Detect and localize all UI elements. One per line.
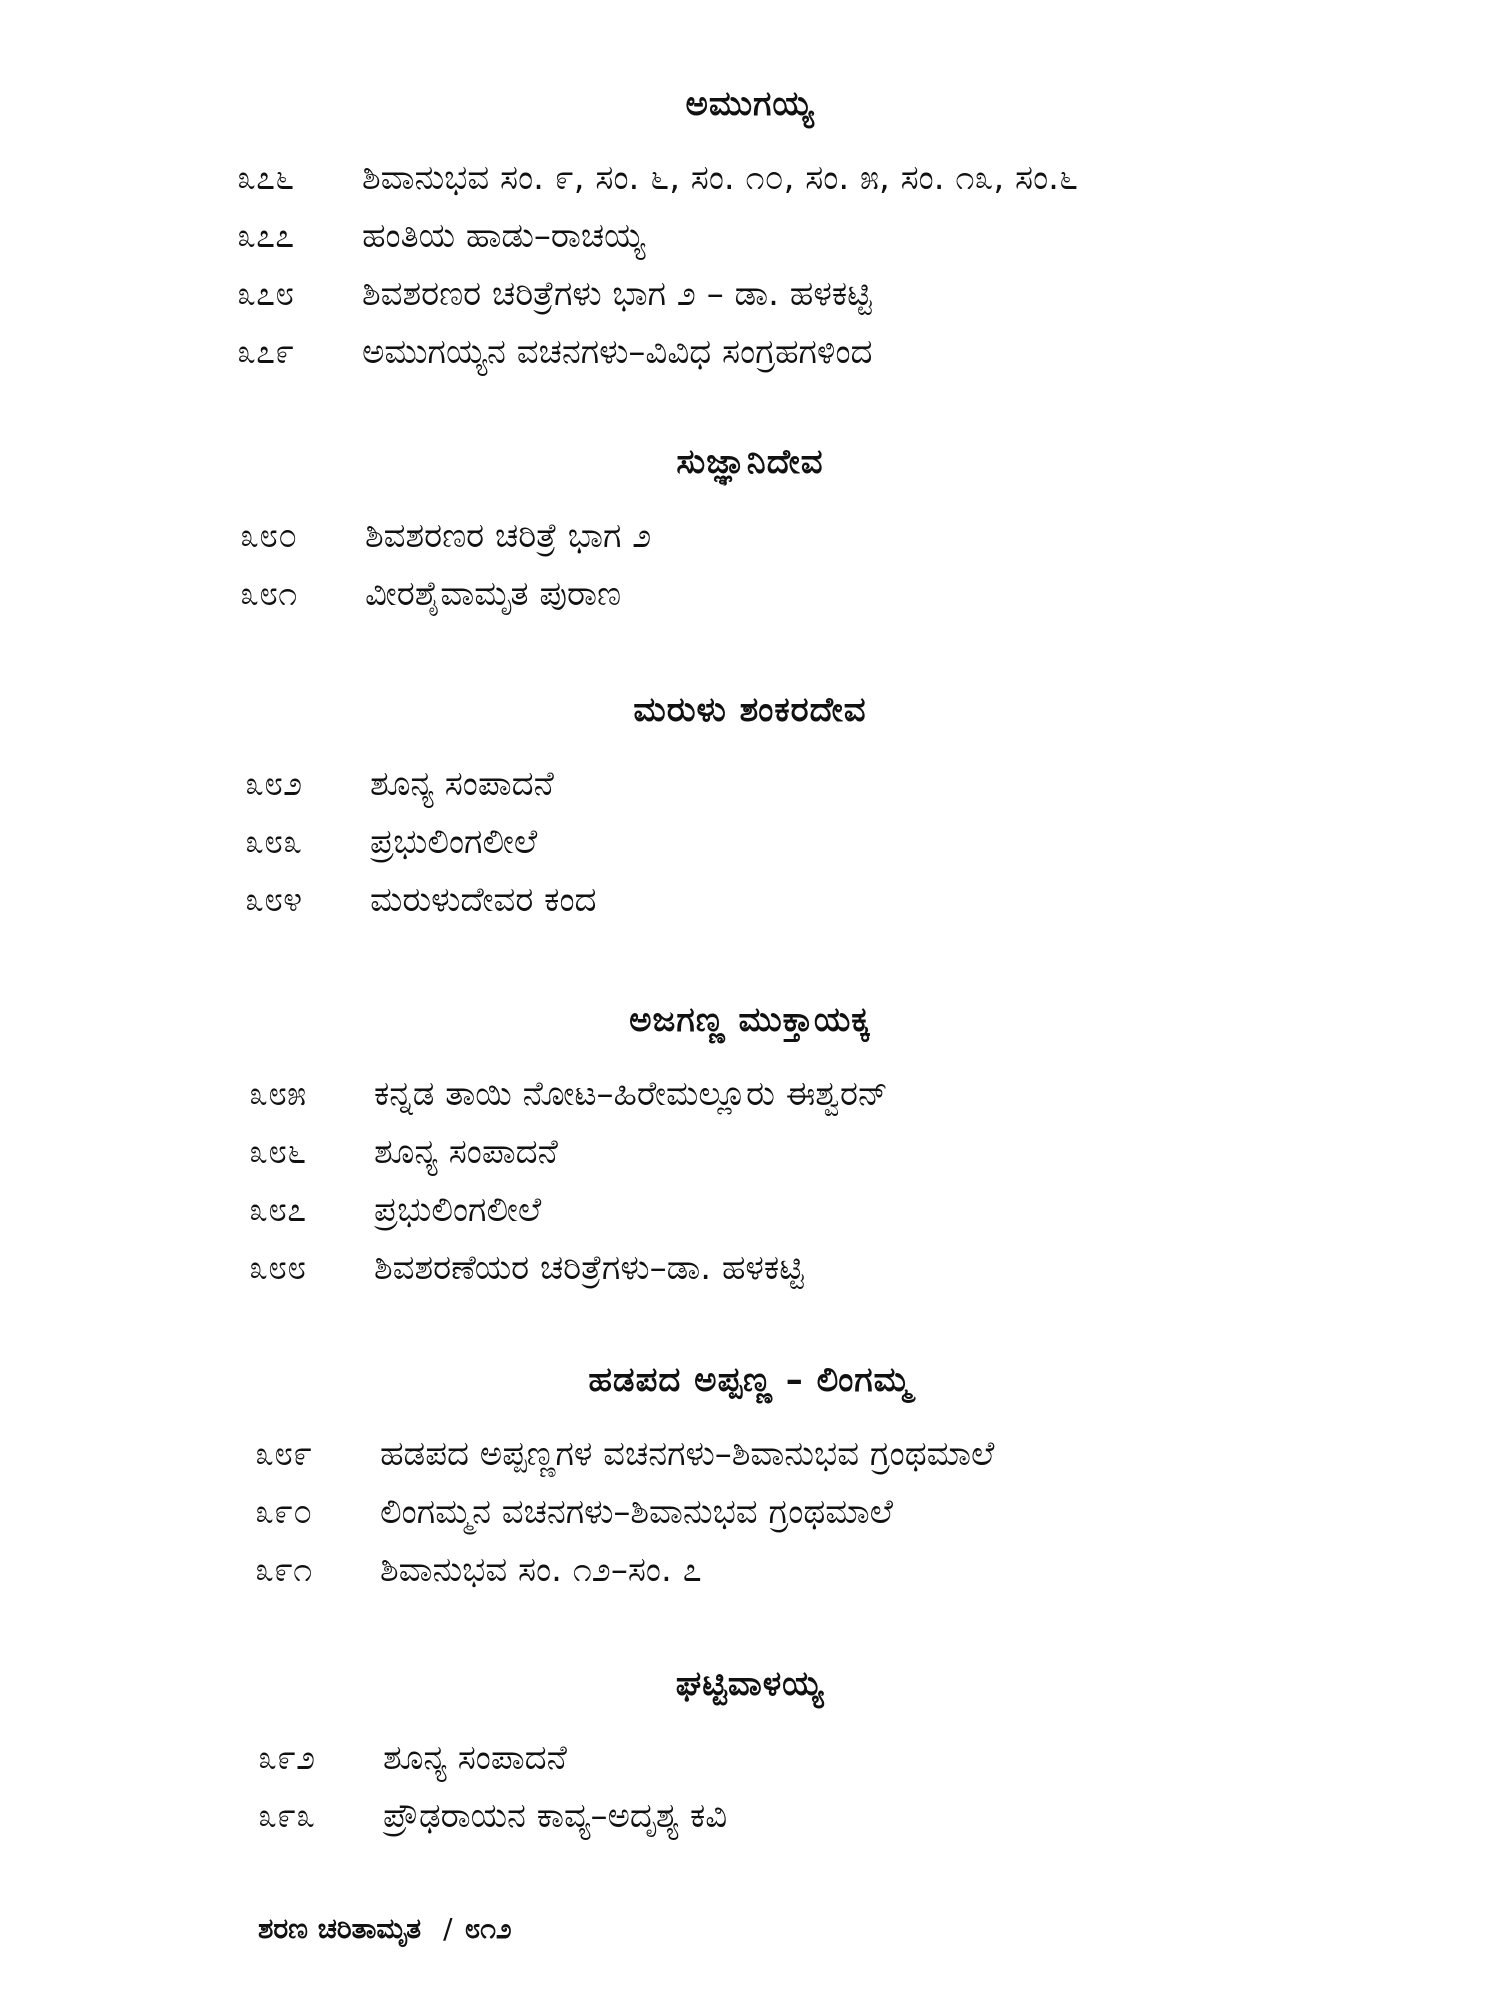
- section-heading: ಸುಜ್ಞಾನಿದೇವ: [676, 442, 824, 482]
- entry-text: ಶಿವಶರಣರ ಚರಿತ್ರೆ ಭಾಗ ೨: [365, 516, 652, 556]
- list-item: [237, 208, 645, 264]
- entry-number: ೩೯೩: [258, 1796, 316, 1836]
- list-item: [237, 266, 872, 322]
- list-item: [245, 872, 596, 928]
- list-item: [258, 1730, 567, 1786]
- entry-text: ಪ್ರಭುಲಿಂಗಲೀಲೆ: [374, 1190, 542, 1230]
- page-number: ೮೧೨: [464, 1912, 512, 1945]
- entry-number: ೩೮೯: [255, 1434, 313, 1474]
- entry-number: ೩೮೦: [240, 516, 298, 556]
- entry-number: ೩೮೫: [249, 1074, 307, 1114]
- page-footer: [258, 1912, 512, 1946]
- entry-number: ೩೭೭: [237, 216, 295, 256]
- entry-number: ೩೮೬: [249, 1132, 307, 1172]
- entry-text: ಹಂತಿಯ ಹಾಡು–ರಾಚಯ್ಯ: [362, 216, 646, 256]
- list-item: [249, 1182, 541, 1238]
- entry-number: ೩೯೦: [255, 1492, 313, 1532]
- section-heading: ಮರುಳು ಶಂಕರದೇವ: [633, 690, 867, 730]
- section-heading: ಅಮುಗಯ್ಯ: [685, 84, 815, 124]
- entry-number: ೩೭೯: [237, 332, 295, 372]
- list-item: [245, 814, 537, 870]
- entry-text: ಶಿವಶರಣೆಯರ ಚರಿತ್ರೆಗಳು–ಡಾ. ಹಳಕಟ್ಟಿ: [374, 1248, 804, 1288]
- entry-number: ೩೯೧: [255, 1550, 313, 1590]
- list-item: [237, 324, 872, 380]
- list-item: [240, 508, 651, 564]
- entry-text: ಶಿವಾನುಭವ ಸಂ. ೧೨–ಸಂ. ೭: [380, 1550, 702, 1590]
- list-item: [249, 1124, 558, 1180]
- section-heading: ಹಡಪದ ಅಪ್ಪಣ್ಣ – ಲಿಂಗಮ್ಮ: [588, 1360, 912, 1400]
- footer-separator: /: [443, 1912, 453, 1945]
- entry-text: ಶೂನ್ಯ ಸಂಪಾದನೆ: [383, 1738, 567, 1778]
- list-item: [249, 1240, 804, 1296]
- list-item: [237, 150, 1078, 206]
- entry-number: ೩೮೮: [249, 1248, 307, 1288]
- list-item: [255, 1426, 994, 1482]
- footer-book-title: ಶರಣ ಚರಿತಾಮೃತ: [258, 1912, 422, 1945]
- entry-text: ಶೂನ್ಯ ಸಂಪಾದನೆ: [374, 1132, 558, 1172]
- entry-number: ೩೮೪: [245, 880, 303, 920]
- entry-text: ಹಡಪದ ಅಪ್ಪಣ್ಣಗಳ ವಚನಗಳು–ಶಿವಾನುಭವ ಗ್ರಂಥಮಾಲೆ: [380, 1434, 995, 1474]
- list-item: [240, 566, 621, 622]
- entry-text: ವೀರಶೈವಾಮೃತ ಪುರಾಣ: [365, 574, 622, 614]
- entry-text: ಪ್ರೌಢರಾಯನ ಕಾವ್ಯ–ಅದೃಶ್ಯ ಕವಿ: [383, 1796, 728, 1836]
- entry-text: ಪ್ರಭುಲಿಂಗಲೀಲೆ: [370, 822, 538, 862]
- entry-number: ೩೯೨: [258, 1738, 316, 1778]
- entry-number: ೩೮೩: [245, 822, 303, 862]
- entry-text: ಶಿವಶರಣರ ಚರಿತ್ರೆಗಳು ಭಾಗ ೨ – ಡಾ. ಹಳಕಟ್ಟಿ: [362, 274, 872, 314]
- section-heading: ಘಟ್ಟಿವಾಳಯ್ಯ: [675, 1664, 825, 1704]
- section-heading: ಅಜಗಣ್ಣ ಮುಕ್ತಾಯಕ್ಕ: [629, 1000, 871, 1040]
- entry-text: ಲಿಂಗಮ್ಮನ ವಚನಗಳು–ಶಿವಾನುಭವ ಗ್ರಂಥಮಾಲೆ: [380, 1492, 894, 1532]
- list-item: [249, 1066, 888, 1122]
- list-item: [258, 1788, 727, 1844]
- entry-text: ಕನ್ನಡ ತಾಯಿ ನೋಟ–ಹಿರೇಮಲ್ಲೂರು ಈಶ್ವರನ್: [374, 1074, 888, 1114]
- entry-text: ಶೂನ್ಯ ಸಂಪಾದನೆ: [370, 764, 554, 804]
- entry-number: ೩೮೧: [240, 574, 298, 614]
- entry-text: ಶಿವಾನುಭವ ಸಂ. ೯, ಸಂ. ೬, ಸಂ. ೧೦, ಸಂ. ೫, ಸಂ. ೧೩, ಸಂ.೬: [362, 158, 1079, 198]
- list-item: [245, 756, 554, 812]
- entry-number: ೩೮೨: [245, 764, 303, 804]
- entry-number: ೩೮೭: [249, 1190, 307, 1230]
- entry-text: ಅಮುಗಯ್ಯನ ವಚನಗಳು–ವಿವಿಧ ಸಂಗ್ರಹಗಳಿಂದ: [362, 332, 873, 372]
- entry-number: ೩೭೮: [237, 274, 295, 314]
- entry-number: ೩೭೬: [237, 158, 295, 198]
- entry-text: ಮರುಳುದೇವರ ಕಂದ: [370, 880, 597, 920]
- list-item: [255, 1542, 702, 1598]
- list-item: [255, 1484, 893, 1540]
